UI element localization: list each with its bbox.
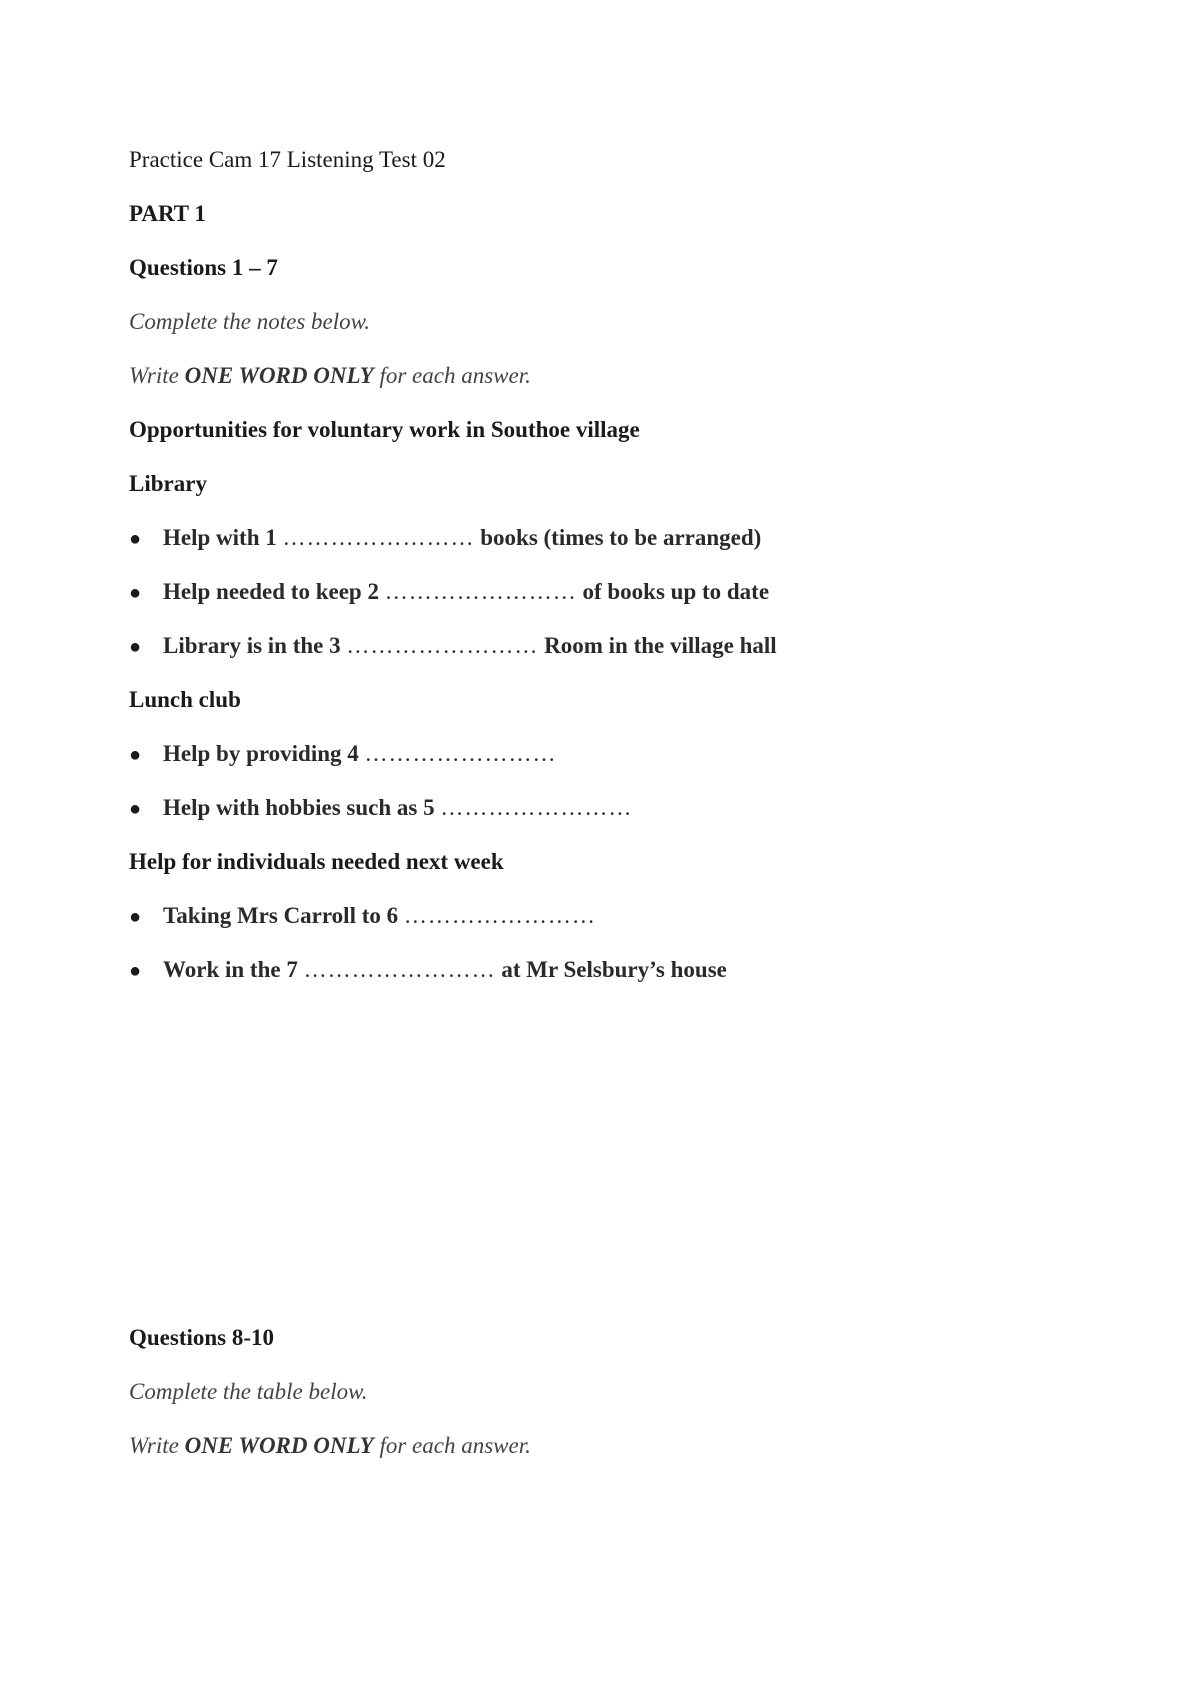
answer-rule-suffix: for each answer.	[379, 363, 531, 388]
bullet-icon: ●	[129, 582, 142, 604]
group-heading-library: Library	[129, 471, 207, 496]
bullet-icon: ●	[129, 528, 142, 550]
group-heading-lunch-club: Lunch club	[129, 687, 241, 712]
answer-blank: ……………………	[282, 525, 475, 550]
question-number: 5	[423, 795, 435, 820]
part-label: PART 1	[129, 201, 206, 226]
bullet-icon: ●	[129, 636, 142, 658]
answer-blank: ……………………	[303, 957, 496, 982]
item-text-after: of books up to date	[582, 579, 770, 604]
bullet-icon: ●	[129, 960, 142, 982]
item-text-before: Taking Mrs Carroll to	[163, 903, 381, 928]
answer-rule-2	[129, 1431, 531, 1461]
answer-blank: ……………………	[384, 579, 577, 604]
list-item	[129, 577, 769, 608]
list-item	[129, 523, 761, 554]
item-text-before: Library is in the	[163, 633, 324, 658]
questions-1-7-heading: Questions 1 – 7	[129, 255, 278, 280]
list-item	[129, 631, 777, 662]
question-number: 1	[265, 525, 277, 550]
item-text-before: Help by providing	[163, 741, 342, 766]
instruction-table: Complete the table below.	[129, 1379, 368, 1404]
question-number: 2	[367, 579, 379, 604]
item-text-before: Help needed to keep	[163, 579, 362, 604]
list-item	[129, 739, 557, 770]
item-text-after: books (times to be arranged)	[480, 525, 762, 550]
instruction-notes: Complete the notes below.	[129, 309, 371, 334]
answer-rule-prefix: Write	[129, 363, 179, 388]
answer-blank: ……………………	[403, 903, 596, 928]
group-heading-individuals: Help for individuals needed next week	[129, 849, 504, 874]
document-title: Practice Cam 17 Listening Test 02	[129, 147, 446, 172]
answer-rule-emphasis: ONE WORD ONLY	[184, 1433, 374, 1458]
list-item	[129, 793, 632, 824]
item-text-before: Help with	[163, 525, 260, 550]
question-number: 4	[347, 741, 359, 766]
answer-rule-1	[129, 361, 531, 391]
bullet-icon: ●	[129, 798, 142, 820]
answer-blank: ……………………	[364, 741, 557, 766]
notes-title: Opportunities for voluntary work in Southoe village	[129, 417, 640, 442]
bullet-icon: ●	[129, 744, 142, 766]
list-item	[129, 955, 727, 986]
question-number: 3	[329, 633, 341, 658]
item-text-after: Room in the village hall	[544, 633, 777, 658]
question-number: 7	[286, 957, 298, 982]
answer-blank: ……………………	[346, 633, 539, 658]
answer-rule-prefix: Write	[129, 1433, 179, 1458]
answer-rule-emphasis: ONE WORD ONLY	[184, 363, 374, 388]
item-text-after: at Mr Selsbury’s house	[501, 957, 727, 982]
item-text-before: Help with hobbies such as	[163, 795, 418, 820]
question-number: 6	[386, 903, 399, 928]
answer-blank: ……………………	[440, 795, 633, 820]
answer-rule-suffix: for each answer.	[379, 1433, 531, 1458]
questions-8-10-heading: Questions 8-10	[129, 1325, 275, 1350]
bullet-icon: ●	[129, 906, 142, 928]
item-text-before: Work in the	[163, 957, 281, 982]
list-item	[129, 901, 596, 932]
